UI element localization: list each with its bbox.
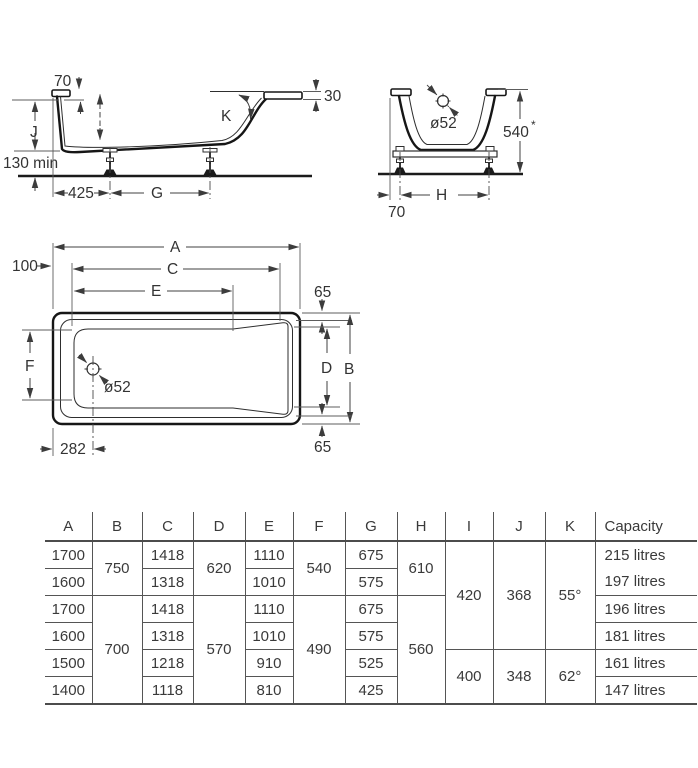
dimension-282: [40, 428, 106, 458]
cell-C: 1418: [142, 541, 193, 569]
support-frame: [393, 147, 497, 175]
dim-B-label: B: [344, 361, 355, 378]
cell-F: 540: [293, 541, 345, 596]
col-header-F: F: [293, 512, 345, 541]
cell-A: 1600: [45, 623, 92, 650]
bathtub-side-profile: [52, 90, 302, 152]
dim-drain-label: ø52: [104, 379, 131, 396]
side-view-drawing: [3, 73, 342, 202]
dim-C-label: C: [167, 261, 179, 278]
dimension-table-wrap: [45, 512, 697, 705]
table-row: [45, 650, 697, 677]
dim-130min-label: 130 min: [3, 155, 59, 172]
cell-G: 525: [345, 650, 397, 677]
dim-282-label: 282: [60, 441, 86, 458]
cell-K: 62°: [545, 650, 595, 705]
dim-70-label: 70: [388, 204, 406, 221]
top-view-drawing: [12, 239, 360, 458]
dimension-K: [221, 95, 251, 125]
col-header-A: A: [45, 512, 92, 541]
cell-J: 348: [493, 650, 545, 705]
cell-K: 55°: [545, 541, 595, 650]
cell-C: 1318: [142, 623, 193, 650]
dimension-65-bottom: [296, 403, 352, 456]
cell-capacity: 181 litres: [595, 623, 697, 650]
col-header-E: E: [245, 512, 293, 541]
table-row: [45, 541, 697, 569]
cell-F: 490: [293, 596, 345, 705]
cell-I: 400: [445, 650, 493, 705]
dimension-70: [12, 73, 84, 114]
cell-A: 1400: [45, 677, 92, 705]
dim-540-label: 540: [503, 124, 529, 141]
cell-E: 910: [245, 650, 293, 677]
col-header-B: B: [92, 512, 142, 541]
dim-70-label: 70: [54, 73, 72, 90]
dim-100-label: 100: [12, 258, 38, 275]
cell-B: 750: [92, 541, 142, 596]
cell-E: 1110: [245, 596, 293, 623]
col-header-C: C: [142, 512, 193, 541]
cell-G: 425: [345, 677, 397, 705]
cell-E: 810: [245, 677, 293, 705]
cell-capacity: 196 litres: [595, 596, 697, 623]
dim-30-label: 30: [324, 88, 342, 105]
dim-A-label: A: [170, 239, 181, 256]
dimension-130min: [3, 155, 58, 191]
table-row: [45, 623, 697, 650]
cell-C: 1418: [142, 596, 193, 623]
dimension-540: [498, 90, 536, 173]
cell-H: 610: [397, 541, 445, 596]
cell-J: 368: [493, 541, 545, 650]
dim-E-label: E: [151, 283, 162, 300]
col-header-J: J: [493, 512, 545, 541]
dim-F-label: F: [25, 358, 35, 375]
cell-D: 620: [193, 541, 245, 596]
cell-C: 1218: [142, 650, 193, 677]
col-header-D: D: [193, 512, 245, 541]
cell-A: 1700: [45, 596, 92, 623]
rim-left: [52, 90, 70, 97]
cell-C: 1318: [142, 569, 193, 596]
table-row: [45, 596, 697, 623]
dim-drain-label: ø52: [430, 115, 457, 132]
col-header-H: H: [397, 512, 445, 541]
dim-D-label: D: [321, 360, 333, 377]
cell-E: 1010: [245, 569, 293, 596]
cell-G: 575: [345, 623, 397, 650]
cell-C: 1118: [142, 677, 193, 705]
cell-capacity: 215 litres: [595, 541, 697, 569]
col-header-capacity: Capacity: [595, 512, 697, 541]
cell-H: 560: [397, 596, 445, 705]
cell-I: 420: [445, 541, 493, 650]
cell-capacity: 161 litres: [595, 650, 697, 677]
cell-G: 675: [345, 596, 397, 623]
cell-capacity: 147 litres: [595, 677, 697, 705]
cell-G: 575: [345, 569, 397, 596]
table-row: [45, 677, 697, 705]
dim-540-star: *: [531, 118, 536, 132]
dim-65-bottom-label: 65: [314, 439, 332, 456]
cell-G: 675: [345, 541, 397, 569]
dim-425-label: 425: [68, 185, 94, 202]
table-row: [45, 569, 697, 596]
dim-H-label: H: [436, 187, 448, 204]
dim-65-top-label: 65: [314, 284, 332, 301]
cell-E: 1110: [245, 541, 293, 569]
drain-symbol: [427, 85, 459, 132]
col-header-K: K: [545, 512, 595, 541]
dimension-30: [303, 79, 342, 112]
dimension-65-top: [296, 284, 352, 334]
end-view-drawing: [377, 85, 536, 221]
cell-E: 1010: [245, 623, 293, 650]
cell-A: 1600: [45, 569, 92, 596]
dimension-table: [45, 512, 697, 705]
dim-K-label: K: [221, 108, 232, 125]
rim-right: [264, 92, 302, 99]
col-header-G: G: [345, 512, 397, 541]
cell-capacity: 197 litres: [595, 569, 697, 596]
dim-G-label: G: [151, 185, 164, 202]
table-header-row: [45, 512, 697, 541]
cell-A: 1500: [45, 650, 92, 677]
dim-J-label: J: [30, 124, 38, 141]
cell-B: 700: [92, 596, 142, 705]
cell-D: 570: [193, 596, 245, 705]
cell-A: 1700: [45, 541, 92, 569]
col-header-I: I: [445, 512, 493, 541]
